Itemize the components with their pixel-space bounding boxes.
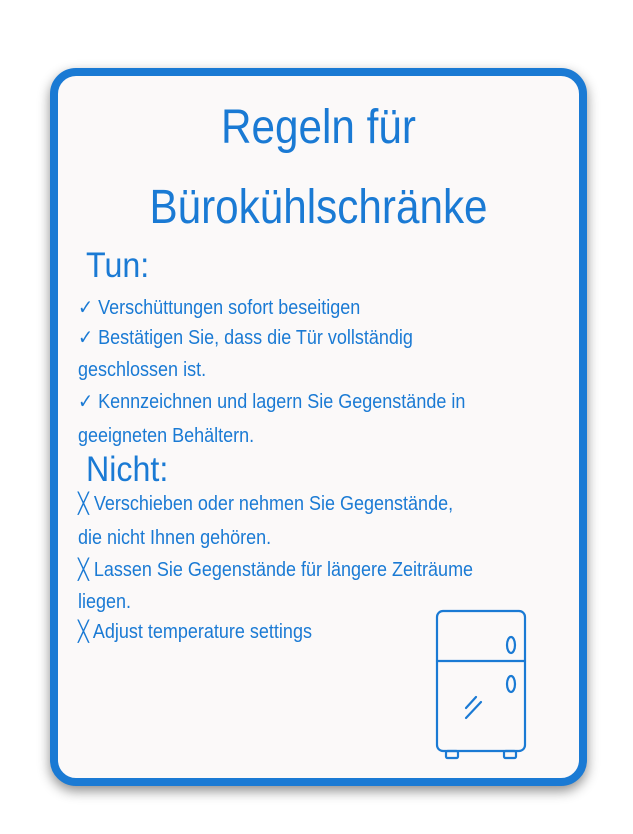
do-rule-line: geschlossen ist.: [78, 359, 207, 381]
do-rule-line: ✓ Bestätigen Sie, dass die Tür vollständig: [78, 327, 413, 349]
do-rule-line: ✓ Verschüttungen sofort beseitigen: [78, 297, 361, 319]
dont-rule-line: ╳ Lassen Sie Gegenstände für längere Zeiträume: [78, 559, 474, 581]
fridge-rules-sign: [50, 68, 587, 786]
do-rule-line: ✓ Kennzeichnen und lagern Sie Gegenstände in: [78, 391, 466, 413]
sign-title-line1: Regeln für: [221, 101, 416, 154]
do-heading: Tun:: [86, 246, 150, 285]
dont-rule-line: die nicht Ihnen gehören.: [78, 527, 272, 549]
dont-rule-line: ╳ Verschieben oder nehmen Sie Gegenstände,: [78, 493, 454, 515]
do-rule-line: geeigneten Behältern.: [78, 425, 255, 447]
dont-heading: Nicht:: [86, 450, 169, 489]
dont-rule-line: ╳ Adjust temperature settings: [78, 621, 312, 643]
dont-rule-line: liegen.: [78, 591, 132, 613]
refrigerator-icon: [434, 608, 528, 762]
sign-title-line2: Bürokühlschränke: [149, 181, 488, 234]
